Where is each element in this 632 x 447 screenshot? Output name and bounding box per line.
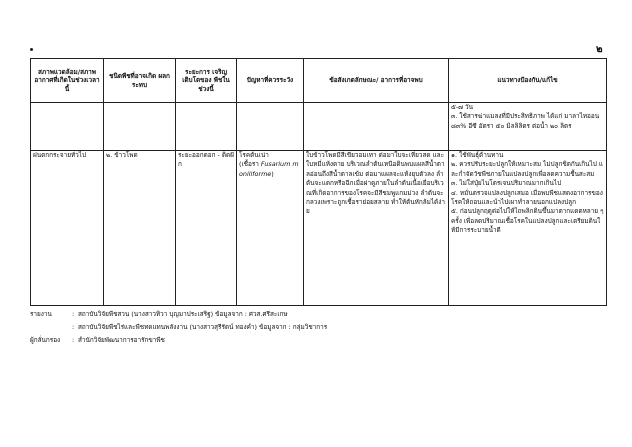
header-recommend: แนวทางป้องกัน/แก้ไข xyxy=(449,59,607,103)
recommend-item: ๕. ก่อนปลูกฤดูต่อไปให้ไถพลิกดินขึ้นมาตากแดดหลาย ๆ ครั้ง เพื่อลดปริมาณเชื้อโรคในแปลงปลูกและเตรียมดินให้มีการระบายน้ำดี xyxy=(451,207,604,235)
page-number: ๒ xyxy=(596,44,603,55)
cause-species: Fusarium moniliforme xyxy=(239,160,299,178)
cause-suffix: ) xyxy=(271,169,274,178)
report-colon: : xyxy=(72,310,75,318)
screener-colon: : xyxy=(72,336,75,344)
header-symptoms: ข้อสังเกตลักษณะ/ อาการที่อาจพบ xyxy=(304,59,449,103)
table-row xyxy=(31,151,607,306)
row2-condition: ฝนตกกระจายทั่วไป xyxy=(31,151,104,306)
recommend-item: ๔. หมั่นตรวจแปลงปลูกเสมอ เมื่อพบพืชแสดงอาการของโรคให้ถอนและนำไปเผาทำลายนอกแปลงปลูก xyxy=(451,188,603,207)
row1-crop xyxy=(104,103,176,151)
problem-cause xyxy=(239,160,301,179)
table-header-row xyxy=(31,59,607,103)
row2-crop: ๒. ข้าวโพด xyxy=(104,151,176,306)
row2-problem xyxy=(237,151,304,306)
screener-label: ผู้กลั่นกรอง xyxy=(30,336,61,344)
row2-recommend xyxy=(449,151,607,306)
report-line-1: สถาบันวิจัยพืชสวน (นางสาวทิวา บุญมาประเสริฐ) ข้อมูลจาก : ศวส.ศรีสะเกษ xyxy=(78,310,288,318)
row2-stage: ระยะออกดอก - ติดฝัก xyxy=(176,151,237,306)
report-line-2: สถาบันวิจัยพืชไร่และพืชทดแทนพลังงาน (นางสาวสุรีรัตน์ ทองคำ) ข้อมูลจาก : กลุ่มวิชาการ xyxy=(78,323,328,331)
footer xyxy=(0,310,632,350)
report-label: รายงาน xyxy=(30,310,52,318)
table-row xyxy=(31,103,607,151)
problem-title: โรคต้นเน่า xyxy=(239,151,269,159)
row1-recommend-line: ๓. ใช้สารฆ่าแมลงที่มีประสิทธิภาพ ได้แก่ มาลาไทออน ๘๓% อีซี อัตรา ๕๐ มิลลิลิตร ต่อน้ำ ๒๐ ลิตร xyxy=(451,112,600,130)
recommend-item: ๒. ควรปรับระยะปลูกให้เหมาะสม ไม่ปลูกชิดกันเกินไป และกำจัดวัชพืชภายในแปลงปลูกเพื่อลดความชื้นสะสม xyxy=(451,160,603,178)
row1-recommend-line: ๕-๗ วัน xyxy=(451,103,473,111)
cause-prefix: (เชื้อรา xyxy=(239,160,261,169)
crop-advisory-table xyxy=(30,58,607,306)
recommend-item: ๓. ไม่ใส่ปุ๋ยไนโตรเจนปริมาณมากเกินไป xyxy=(451,179,562,188)
screener-value: สำนักวิจัยพัฒนาการอารักขาพืช xyxy=(78,336,165,344)
row1-symptoms xyxy=(304,103,449,151)
header-condition: สภาพแวดล้อม/สภาพ อากาศที่เกิดในช่วงเวลานี้ xyxy=(31,59,104,103)
header-problem: ปัญหาที่ควรระวัง xyxy=(237,59,304,103)
report-colon-2: : xyxy=(72,323,75,331)
row1-problem xyxy=(237,103,304,151)
scan-speck xyxy=(30,48,33,51)
row1-condition xyxy=(31,103,104,151)
recommend-item: ๑. ใช้พันธุ์ต้านทาน xyxy=(451,151,504,159)
row1-stage xyxy=(176,103,237,151)
header-stage: ระยะการ เจริญเติบโตของ พืชในช่วงนี้ xyxy=(176,59,237,103)
row2-symptoms: ใบข้าวโพดมีสีเขียวอมเทา ต่อมาใบจะเหี่ยวสด และใบหมี่แห้งตาย บริเวณลำต้นเหนือดินพบแผลสีน้ำตาลอ่อนถึงสีน้ำตาลเข้ม ต่อมาแผลจะแห้งยุบตัวลง ลำต้นจะแตกหรือฉีกเมื่อผ่าดูภายในลำต้นเนื้อเยื่อบริเวณที่เกิดอาการของโรคจะมีสีชมพูแกมม่วง ลำต้นจะกลวงเพราะถูกเชื้อราย่อยสลาย ทำให้ต้นหักล้มได้ง่าย xyxy=(304,151,449,306)
header-crop: ชนิดพืชที่อาจเกิด ผลกระทบ xyxy=(104,59,176,103)
row1-recommend xyxy=(449,103,607,151)
